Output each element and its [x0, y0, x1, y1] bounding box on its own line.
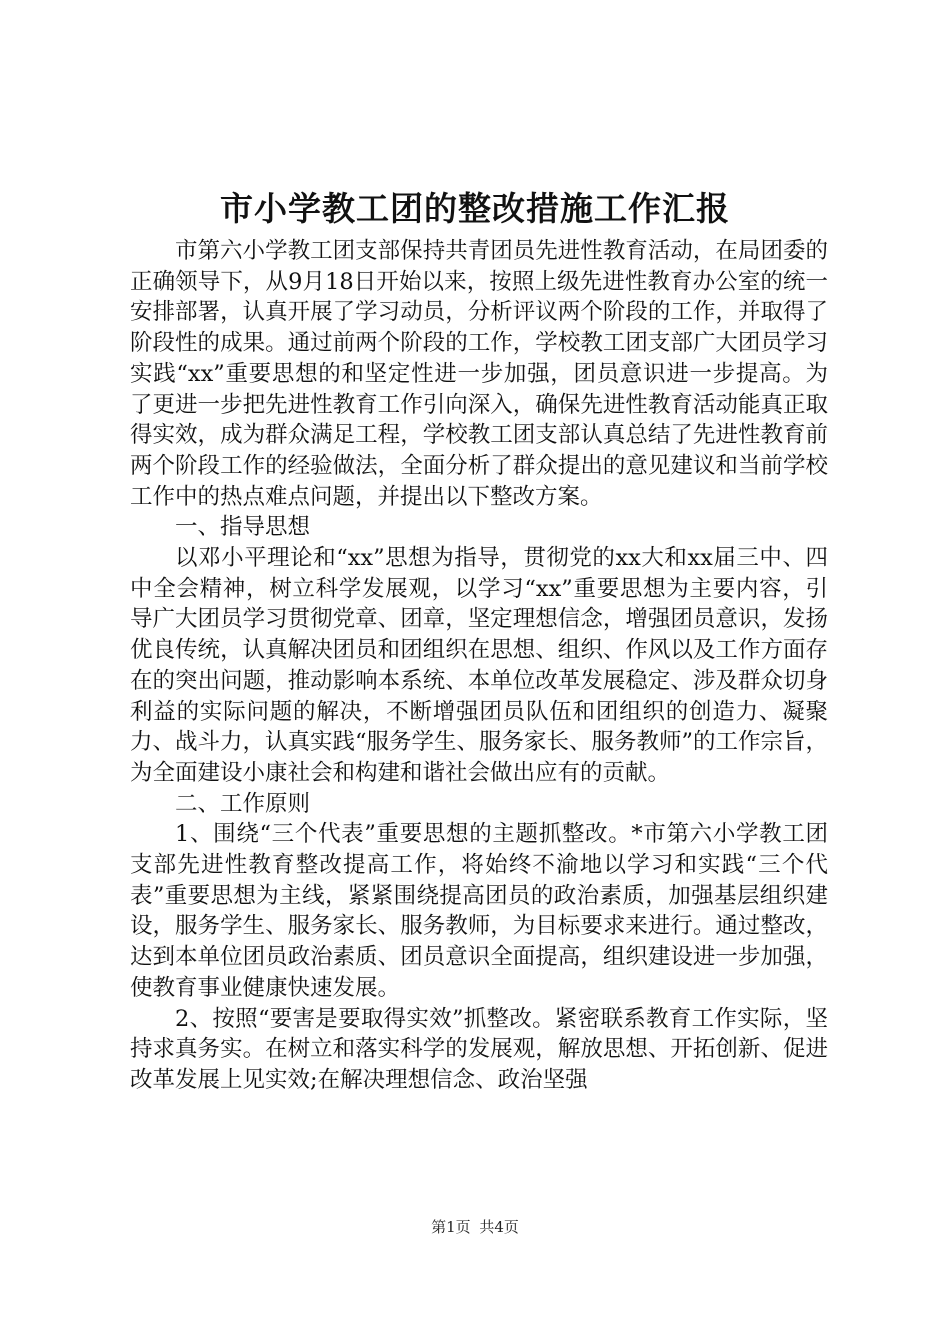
document-title: 市小学教工团的整改措施工作汇报	[220, 189, 730, 228]
principle-2-paragraph: 2、按照“要害是要取得实效”抓整改。紧密联系教育工作实际，坚持求真务实。在树立和落实科学的发展观，解放思想、开拓创新、促进改革发展上见实效;在解决理想信念、政治坚强	[130, 1005, 828, 1093]
page-total: 共4页	[479, 1218, 519, 1236]
section-heading-guiding-ideology: 一、指导思想	[175, 514, 311, 541]
intro-paragraph: 市第六小学教工团支部保持共青团员先进性教育活动，在局团委的正确领导下，从9月18日开始以来，按照上级先进性教育办公室的统一安排部署，认真开展了学习动员，分析评议两个阶段的工作，并取得了阶段性的成果。通过前两个阶段的工作，学校教工团支部广大团员学习实践“xx”重要思想的和坚定性进一步加强，团员意识进一步提高。为了更进一步把先进性教育工作引向深入，确保先进性教育活动能真正取得实效，成为群众满足工程，学校教工团支部认真总结了先进性教育前两个阶段工作的经验做法，全面分析了群众提出的意见建议和当前学校工作中的热点难点问题，并提出以下整改方案。	[130, 238, 828, 510]
guiding-ideology-paragraph: 以邓小平理论和“xx”思想为指导，贯彻党的xx大和xx届三中、四中全会精神，树立科学发展观，以学习“xx”重要思想为主要内容，引导广大团员学习贯彻党章、团章，坚定理想信念，增强团员意识，发扬优良传统，认真解决团员和团组织在思想、组织、作风以及工作方面存在的突出问题，推动影响本系统、本单位改革发展稳定、涉及群众切身利益的实际问题的解决，不断增强团员队伍和团组织的创造力、凝聚力、战斗力，认真实践“服务学生、服务家长、服务教师”的工作宗旨，为全面建设小康社会和构建和谐社会做出应有的贡献。	[130, 545, 829, 786]
document-body	[130, 236, 828, 1096]
page-footer	[0, 1217, 950, 1237]
principle-1-paragraph: 1、围绕“三个代表”重要思想的主题抓整改。*市第六小学教工团支部先进性教育整改提高工作，将始终不渝地以学习和实践“三个代表”重要思想为主线，紧紧围绕提高团员的政治素质，加强基层组织建设，服务学生、服务家长、服务教师，为目标要求来进行。通过整改，达到本单位团员政治素质、团员意识全面提高，组织建设进一步加强，使教育事业健康快速发展。	[130, 821, 828, 1001]
page-number: 第1页	[431, 1218, 471, 1236]
section-heading-work-principles: 二、工作原则	[175, 790, 311, 817]
